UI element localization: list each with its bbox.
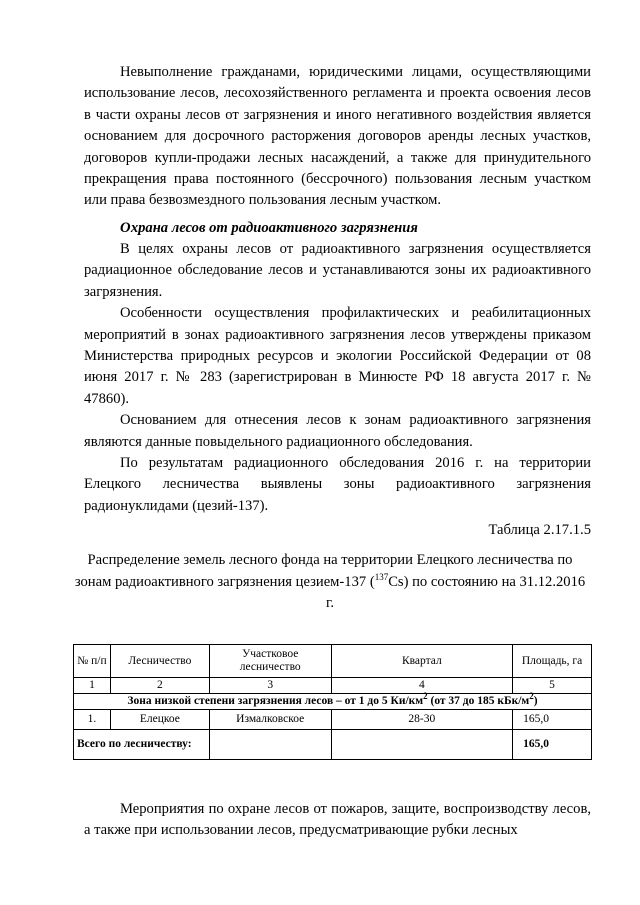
header-number: № п/п <box>74 645 111 678</box>
zone-row <box>74 694 592 710</box>
cell-quarter: 28-30 <box>331 710 512 730</box>
table-title-text: Распределение земель лесного фонда на территории Елецкого лесничества по зонам радиоактивного загрязнения цезием-137 ( <box>74 552 573 590</box>
paragraph-bottom: Мероприятия по охране лесов от пожаров, защите, воспроизводству лесов, а также при использовании лесов, предусматривающие рубки лесных <box>84 801 591 839</box>
total-value: 165,0 <box>513 730 592 760</box>
zone-text: Зона низкой степени загрязнения лесов – от 1 до 5 Ки/км <box>127 695 424 707</box>
header-district-forestry: Участковое лесничество <box>209 645 331 678</box>
column-number: 5 <box>513 678 592 694</box>
table-title-date: ) по состоянию на 31.12.2016 г. <box>326 573 586 611</box>
paragraph-results: По результатам радиационного обследования 2016 г. на территории Елецкого лесничества выявлены зоны радиоактивного загрязнения радионуклидами (цезий-137). <box>84 455 591 514</box>
total-empty <box>209 730 331 760</box>
closing-text <box>84 799 591 842</box>
column-number: 4 <box>331 678 512 694</box>
header-forestry: Лесничество <box>110 645 209 678</box>
cell-district-forestry: Измалковское <box>209 710 331 730</box>
paragraph-basis: Основанием для отнесения лесов к зонам радиоактивного загрязнения являются данные повыдельного радиационного обследования. <box>84 412 591 450</box>
zone-exponent: 2 <box>529 691 534 702</box>
zone-label <box>74 691 592 710</box>
header-quarter: Квартал <box>331 645 512 678</box>
cell-forestry: Елецкое <box>110 710 209 730</box>
zone-text: ) <box>533 695 538 707</box>
table-caption: Таблица 2.17.1.5 <box>488 522 591 538</box>
cell-number: 1. <box>74 710 111 730</box>
zone-text: (от 37 до 185 кБк/м <box>427 695 530 707</box>
contamination-table <box>73 644 592 760</box>
section-heading: Охрана лесов от радиоактивного загрязнения <box>120 220 418 236</box>
table-header-row <box>74 645 592 678</box>
isotope-mass: 137 <box>374 571 389 582</box>
intro-text <box>84 62 591 212</box>
paragraph-intro: Невыполнение гражданами, юридическими лицами, осуществляющими использование лесов, лесохозяйственного регламента и проекта освоения лесов в части охраны лесов от загрязнения и иного негативного воздействия является основанием для досрочного расторжения договоров аренды лесных участков, договоров купли-продажи лесных насаждений, а также для принудительного прекращения права постоянного (бессрочного) пользования лесным участком или права безвозмездного пользования лесным участком. <box>84 64 591 209</box>
column-number: 2 <box>110 678 209 694</box>
total-label: Всего по лесничеству: <box>74 730 210 760</box>
section-text <box>84 239 591 517</box>
column-number: 3 <box>209 678 331 694</box>
paragraph-survey: В целях охраны лесов от радиоактивного загрязнения осуществляется радиационное обследование лесов и устанавливаются зоны их радиоактивного загрязнения. <box>84 241 591 300</box>
header-area: Площадь, га <box>513 645 592 678</box>
cell-area: 165,0 <box>513 710 592 730</box>
total-row <box>74 730 592 760</box>
zone-exponent: 2 <box>423 691 428 702</box>
total-empty <box>331 730 512 760</box>
paragraph-order: Особенности осуществления профилактических и реабилитационных мероприятий в зонах радиоактивного загрязнения лесов утверждены приказом Министерства природных ресурсов и экологии Российской Федерации от 08 июня 2017 г. № 283 (зарегистрирован в Минюсте РФ 18 августа 2017 г. № 47860). <box>84 305 591 407</box>
column-number: 1 <box>74 678 111 694</box>
table-column-numbers-row <box>74 678 592 694</box>
isotope-symbol: Cs <box>388 573 404 590</box>
table-title <box>70 550 590 615</box>
table-row <box>74 710 592 730</box>
